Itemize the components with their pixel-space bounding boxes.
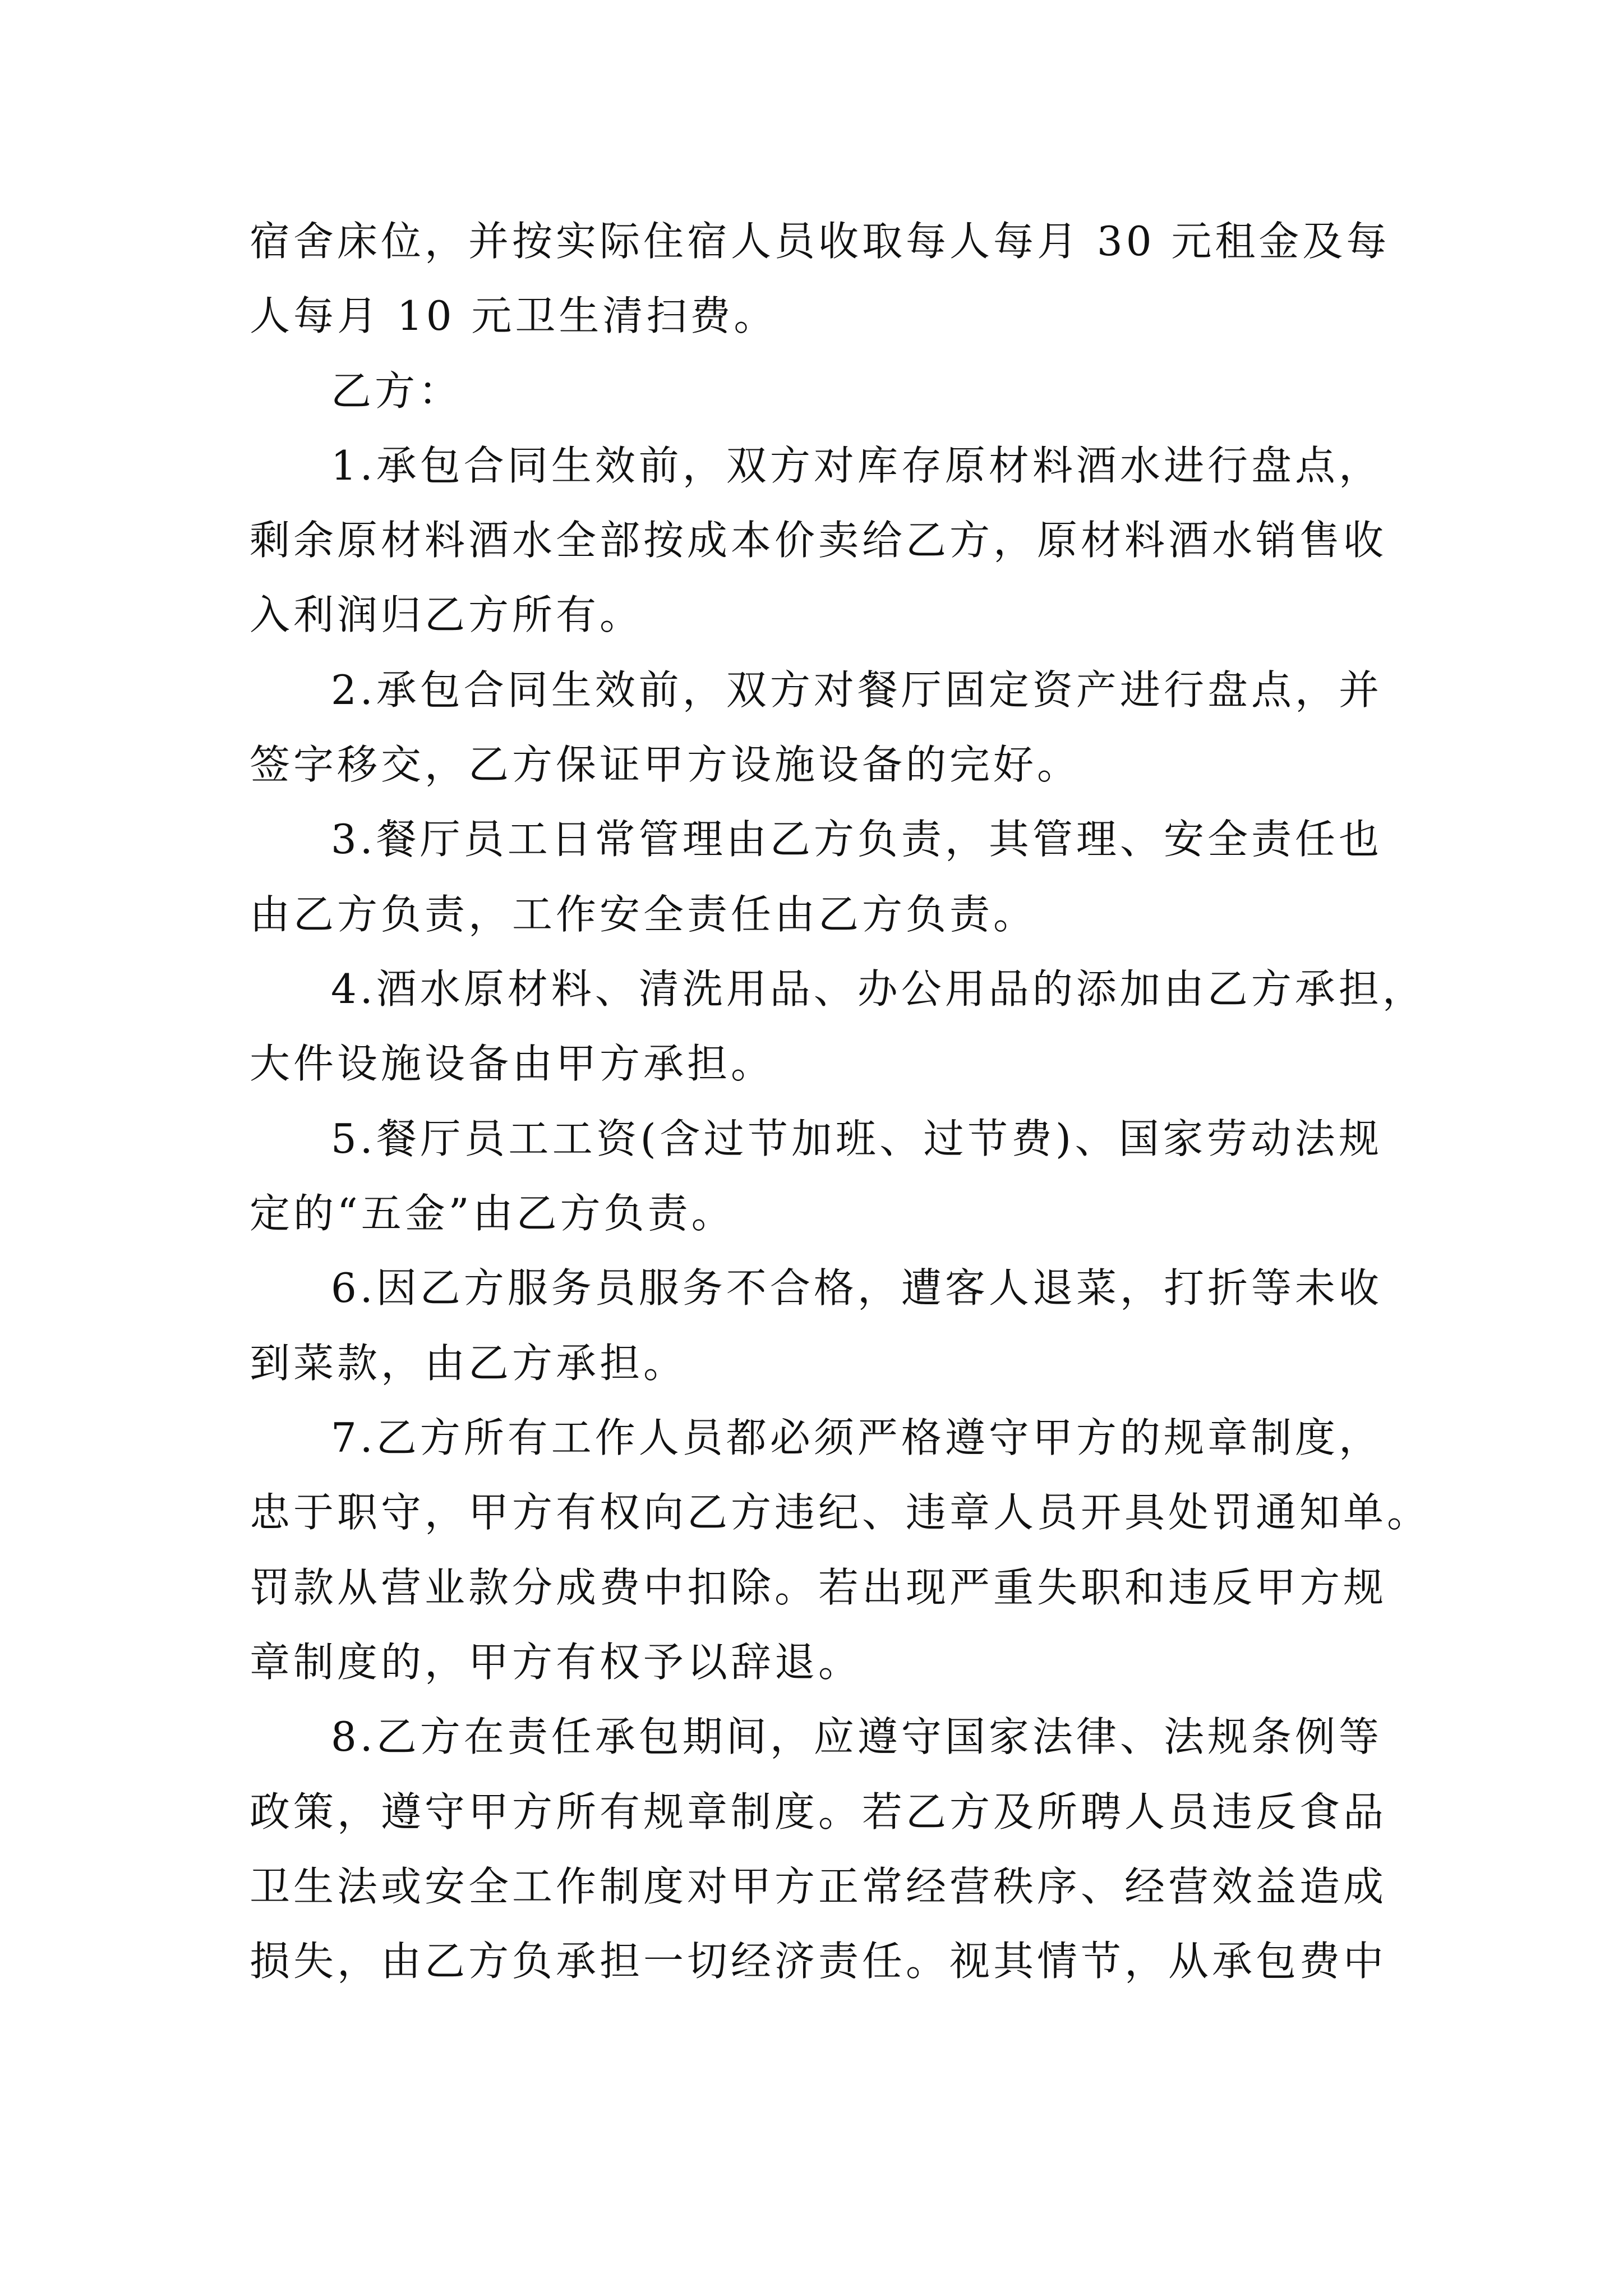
- text-line: 章制度的，甲方有权予以辞退。: [250, 1639, 863, 1686]
- text-line: 5.餐厅员工工资(含过节加班、过节费)、国家劳动法规: [331, 1115, 1382, 1162]
- text-line: 忠于职守，甲方有权向乙方违纪、违章人员开具处罚通知单。: [250, 1489, 1431, 1536]
- text-line: 3.餐厅员工日常管理由乙方负责，其管理、安全责任也: [331, 816, 1382, 863]
- text-line: 签字移交，乙方保证甲方设施设备的完好。: [250, 741, 1081, 788]
- text-line: 人每月 10 元卫生清扫费。: [250, 292, 778, 339]
- text-line: 7.乙方所有工作人员都必须严格遵守甲方的规章制度，: [331, 1414, 1382, 1461]
- text-line: 1.承包合同生效前，双方对库存原材料酒水进行盘点，: [331, 442, 1382, 489]
- text-line: 大件设施设备由甲方承担。: [250, 1040, 775, 1087]
- text-line: 6.因乙方服务员服务不合格，遭客人退菜，打折等未收: [331, 1264, 1382, 1312]
- text-line: 剩余原材料酒水全部按成本价卖给乙方，原材料酒水销售收: [250, 517, 1387, 564]
- text-line: 罚款从营业款分成费中扣除。若出现严重失职和违反甲方规: [250, 1564, 1387, 1611]
- text-line: 乙方：: [331, 367, 463, 415]
- text-line: 损失，由乙方负承担一切经济责任。视其情节，从承包费中: [250, 1938, 1387, 1985]
- text-line: 宿舍床位，并按实际住宿人员收取每人每月 30 元租金及每: [250, 218, 1390, 265]
- text-line: 4.酒水原材料、清洗用品、办公用品的添加由乙方承担，: [331, 965, 1426, 1013]
- text-line: 2.承包合同生效前，双方对餐厅固定资产进行盘点，并: [331, 666, 1382, 714]
- text-line: 入利润归乙方所有。: [250, 591, 644, 638]
- text-line: 8.乙方在责任承包期间，应遵守国家法律、法规条例等: [331, 1713, 1382, 1760]
- text-line: 卫生法或安全工作制度对甲方正常经营秩序、经营效益造成: [250, 1863, 1387, 1910]
- text-line: 定的“五金”由乙方负责。: [250, 1190, 735, 1237]
- text-line: 到菜款，由乙方承担。: [250, 1340, 688, 1387]
- text-line: 政策，遵守甲方所有规章制度。若乙方及所聘人员违反食品: [250, 1788, 1387, 1835]
- text-line: 由乙方负责，工作安全责任由乙方负责。: [250, 891, 1038, 938]
